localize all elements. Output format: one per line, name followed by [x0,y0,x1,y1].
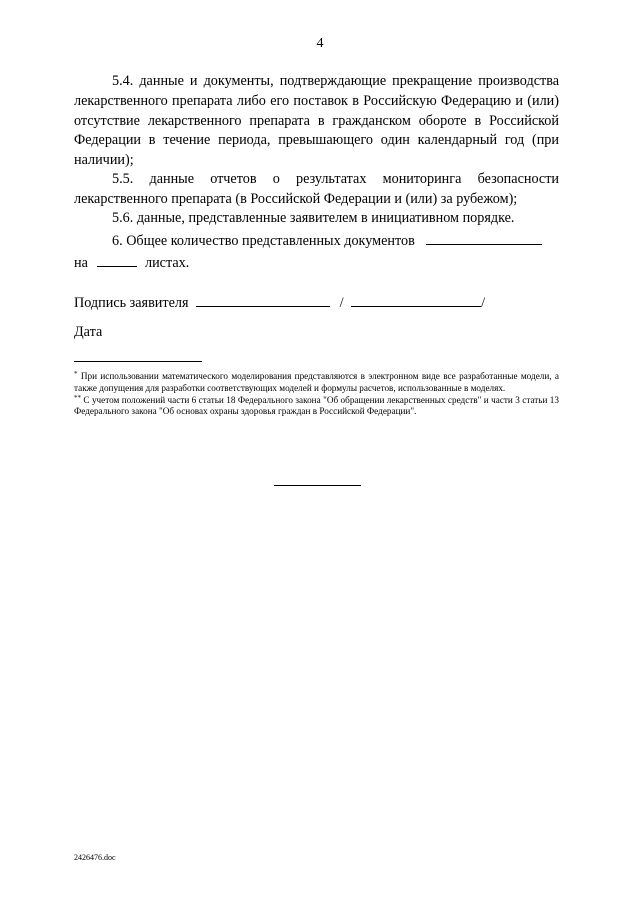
footnote-1 [74,371,559,395]
footnote-text: При использовании математического моделирования представляются в электронном виде все разработанные модели, а также допущения для разработки соответствующих моделей и формулы расчетов, использованные в моделях. [74,371,559,393]
on-label: на [74,254,88,271]
signature-label: Подпись заявителя [74,295,189,311]
paragraph-text: 5.5. данные отчетов о результатах мониторинга безопасности лекарственного препарата (в Российской Федерации и (или) за рубежом); [74,171,559,207]
end-of-document-rule [274,485,361,486]
footnote-text: С учетом положений части 6 статьи 18 Федерального закона "Об обращении лекарственных средств" и части 3 статьи 13 Федерального закона "Об основах охраны здоровья граждан в Российской Федерации". [74,394,559,417]
total-documents-block [74,230,559,274]
paragraph-text: 5.6. данные, представленные заявителем в инициативном порядке. [112,210,515,226]
name-blank [351,292,481,307]
paragraph-text: 5.4. данные и документы, подтверждающие прекращение производства лекарственного препарата либо его поставок в Российскую Федерацию и (или) отсутствие лекарственного препарата в гражданском обороте в Российской Федерации в течение периода, превышающего один календарный год (при наличии); [74,73,559,169]
document-id: 2426476.doc [74,853,116,862]
footnote-separator [74,361,202,362]
date-label: Дата [74,324,103,340]
footnote-marker: ** [74,393,81,402]
total-documents-label: 6. Общее количество представленных документов [112,233,415,249]
paragraph-5-4 [74,72,559,171]
sheets-count-blank [97,252,137,267]
paragraph-5-6 [74,209,559,229]
footnote-2 [74,395,559,419]
signature-blank [196,292,330,307]
signature-separator: / [339,295,344,311]
page-number: 4 [316,36,324,51]
signature-end: / [481,295,486,311]
footnotes [74,371,559,418]
sheets-label: листах. [144,254,190,271]
footnote-marker: * [74,370,78,378]
signature-line [74,292,485,312]
paragraph-5-5 [74,170,559,210]
total-documents-blank [426,230,542,245]
